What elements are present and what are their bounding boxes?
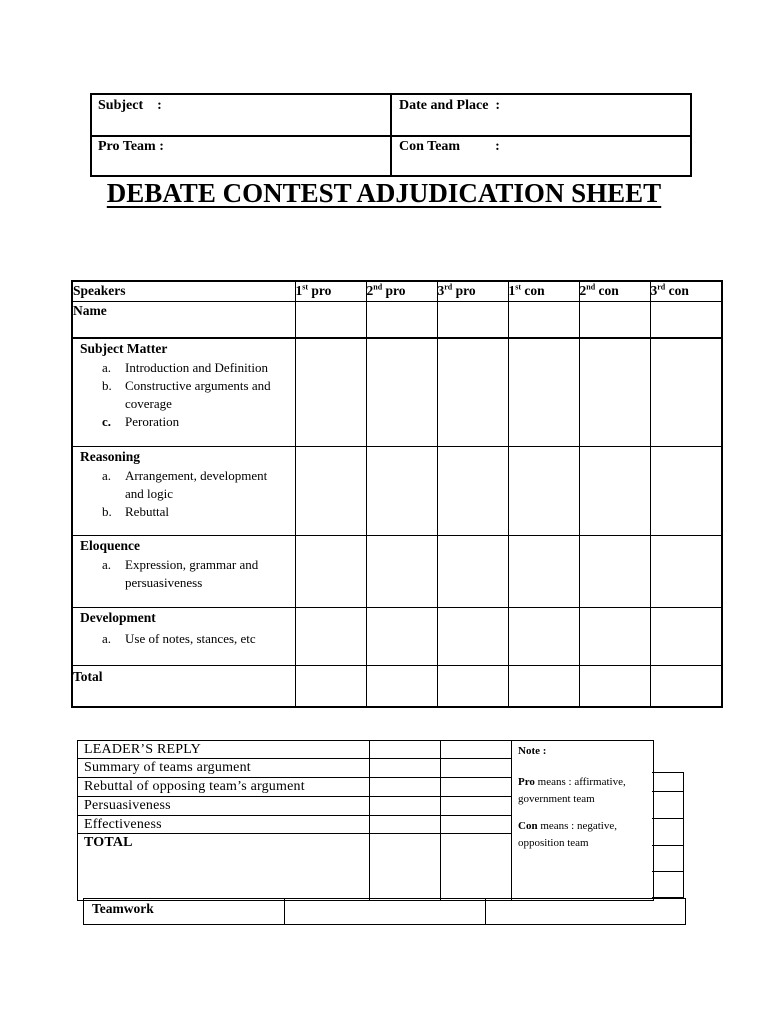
page-title (0, 178, 768, 209)
criterion-item: a. Expression, grammar and persuasiveness (102, 556, 259, 590)
reply-score-cell[interactable] (370, 834, 441, 901)
score-cell[interactable] (508, 607, 579, 665)
score-cell[interactable] (437, 301, 508, 338)
note-box (512, 741, 654, 901)
reply-score-cell[interactable] (441, 816, 512, 834)
criterion-title: Reasoning (80, 448, 141, 464)
score-cell[interactable] (650, 607, 722, 665)
score-cell[interactable] (295, 535, 366, 607)
note-pro: Pro means : affirmative, government team (518, 776, 626, 805)
reply-total-label: TOTAL (78, 834, 370, 901)
criterion-item: a. Use of notes, stances, etc (102, 630, 256, 646)
score-cell[interactable] (650, 665, 722, 707)
col-2nd-pro: 2nd pro (366, 281, 437, 301)
score-cell[interactable] (579, 607, 650, 665)
score-cell[interactable] (366, 301, 437, 338)
score-cell[interactable] (366, 535, 437, 607)
side-score-boxes (652, 772, 684, 898)
score-cell[interactable] (366, 665, 437, 707)
reply-criterion-summary: Summary of teams argument (78, 759, 370, 778)
score-cell[interactable] (650, 301, 722, 338)
pro-team-label: Pro Team : (98, 139, 164, 154)
reply-score-cell[interactable] (370, 816, 441, 834)
speakers-header: Speakers (72, 281, 295, 301)
score-cell[interactable] (650, 446, 722, 535)
leaders-reply-table (77, 740, 654, 901)
criterion-title: Development (80, 609, 156, 625)
score-cell[interactable] (508, 535, 579, 607)
reply-score-cell[interactable] (370, 778, 441, 797)
criterion-row-reasoning (72, 446, 722, 535)
col-3rd-pro: 3rd pro (437, 281, 508, 301)
score-cell[interactable] (508, 665, 579, 707)
leaders-reply-header: LEADER’S REPLY (78, 741, 370, 759)
teamwork-row (84, 899, 686, 925)
score-cell[interactable] (650, 535, 722, 607)
criterion-item: b. Rebuttal (102, 503, 170, 519)
col-1st-pro: 1st pro (295, 281, 366, 301)
score-cell[interactable] (508, 338, 579, 446)
reply-score-cell[interactable] (370, 741, 441, 759)
score-cell[interactable] (579, 338, 650, 446)
note-con: Con means : negative, opposition team (518, 820, 617, 849)
score-cell[interactable] (295, 338, 366, 446)
score-table (71, 280, 723, 708)
score-cell[interactable] (295, 665, 366, 707)
col-1st-con: 1st con (508, 281, 579, 301)
note-title: Note : (518, 745, 547, 757)
score-cell[interactable] (508, 446, 579, 535)
score-cell[interactable] (295, 607, 366, 665)
score-cell[interactable] (366, 446, 437, 535)
reply-score-cell[interactable] (370, 797, 441, 816)
reply-score-cell[interactable] (370, 759, 441, 778)
reply-score-cell[interactable] (441, 834, 512, 901)
reply-criterion-effectiveness: Effectiveness (78, 816, 370, 834)
col-3rd-con: 3rd con (650, 281, 722, 301)
col-2nd-con: 2nd con (579, 281, 650, 301)
reply-criterion-rebuttal: Rebuttal of opposing team’s argument (78, 778, 370, 797)
name-label: Name (72, 301, 295, 338)
reply-score-cell[interactable] (441, 778, 512, 797)
criterion-development (72, 607, 295, 665)
reply-criterion-persuasiveness: Persuasiveness (78, 797, 370, 816)
score-cell[interactable] (366, 607, 437, 665)
score-cell[interactable] (437, 338, 508, 446)
score-cell[interactable] (650, 338, 722, 446)
score-header-row (72, 281, 722, 301)
score-cell[interactable] (579, 535, 650, 607)
date-place-label: Date and Place : (399, 98, 501, 113)
score-cell[interactable] (579, 665, 650, 707)
subject-label: Subject : (98, 98, 162, 113)
score-cell[interactable] (437, 446, 508, 535)
name-row (72, 301, 722, 338)
page-title-text: DEBATE CONTEST ADJUDICATION SHEET (106, 178, 662, 208)
criterion-row-eloquence (72, 535, 722, 607)
score-cell[interactable] (579, 301, 650, 338)
total-row (72, 665, 722, 707)
teamwork-label: Teamwork (84, 899, 285, 925)
criterion-item: c. Peroration (102, 414, 180, 429)
criterion-title: Eloquence (80, 537, 141, 553)
score-cell[interactable] (295, 301, 366, 338)
criterion-item: a. Arrangement, development and logic (102, 467, 268, 501)
score-cell[interactable] (437, 607, 508, 665)
criterion-row-subject-matter (72, 338, 722, 446)
side-box-divider (652, 791, 683, 792)
side-box-divider (652, 845, 683, 846)
criterion-eloquence (72, 535, 295, 607)
criterion-item: b. Constructive arguments and coverage (102, 378, 271, 411)
con-team-label: Con Team : (399, 139, 500, 154)
reply-score-cell[interactable] (441, 797, 512, 816)
criterion-item: a. Introduction and Definition (102, 360, 268, 375)
side-box-divider (652, 818, 683, 819)
total-label: Total (72, 665, 295, 707)
criterion-title: Subject Matter (80, 341, 168, 356)
score-cell[interactable] (437, 665, 508, 707)
teamwork-score-cell[interactable] (486, 899, 686, 925)
criterion-subject-matter (72, 338, 295, 446)
criterion-row-development (72, 607, 722, 665)
score-cell[interactable] (295, 446, 366, 535)
score-cell[interactable] (437, 535, 508, 607)
reply-score-cell[interactable] (441, 741, 512, 759)
score-cell[interactable] (366, 338, 437, 446)
teamwork-score-cell[interactable] (285, 899, 486, 925)
reply-score-cell[interactable] (441, 759, 512, 778)
side-box-divider (652, 871, 683, 872)
header-divider-vertical (390, 95, 392, 175)
teamwork-table (83, 898, 686, 925)
criterion-reasoning (72, 446, 295, 535)
reply-header-row (78, 741, 654, 759)
score-cell[interactable] (508, 301, 579, 338)
header-info-box (90, 93, 692, 177)
score-cell[interactable] (579, 446, 650, 535)
